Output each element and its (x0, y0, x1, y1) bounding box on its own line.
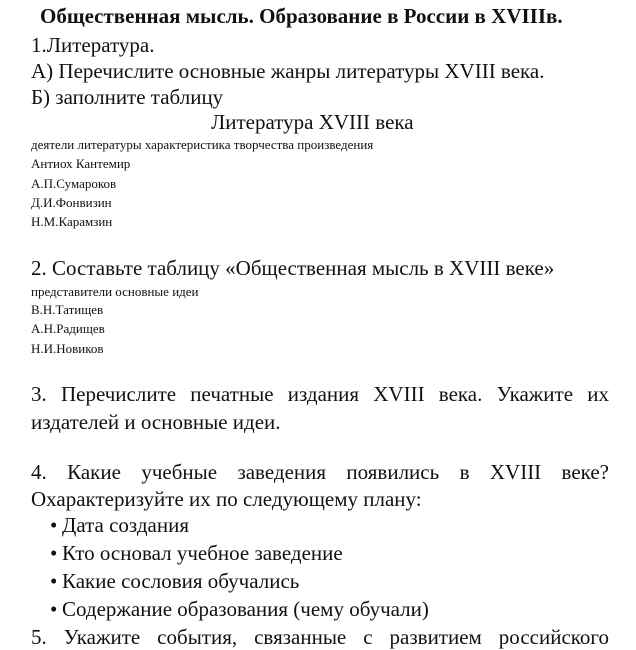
table-row: Н.И.Новиков (31, 341, 104, 356)
table-header: представители основные идеи (31, 284, 199, 299)
bullet-icon: • (50, 597, 58, 621)
list-item (50, 513, 189, 538)
table-row: Антиох Кантемир (31, 156, 131, 171)
table-header: деятели литературы характеристика творчества произведения (31, 137, 374, 152)
list-item (50, 541, 343, 566)
table-row: А.Н.Радищев (31, 321, 105, 336)
list-item-text: Какие сословия обучались (62, 569, 300, 593)
bullet-icon: • (50, 569, 58, 593)
section4-line1: 4. Какие учебные заведения появились в XVIII веке? (31, 460, 609, 484)
list-item-text: Кто основал учебное заведение (62, 541, 343, 565)
task-a: А) Перечислите основные жанры литературы XVIII века. (31, 59, 545, 83)
section3-line1: 3. Перечислите печатные издания XVIII века. Укажите их (31, 382, 609, 406)
list-item-text: Дата создания (62, 513, 189, 537)
section4-line2: Охарактеризуйте их по следующему плану: (31, 487, 422, 511)
section1-heading: 1.Литература. (31, 33, 155, 57)
bullet-icon: • (50, 541, 58, 565)
list-item (50, 569, 299, 594)
bullet-icon: • (50, 513, 58, 537)
list-item (50, 597, 429, 622)
table-caption: Литература XVIII века (211, 110, 414, 134)
section5-line1: 5. Укажите события, связанные с развитием российского (31, 625, 609, 649)
table-row: А.П.Сумароков (31, 176, 117, 191)
task-b: Б) заполните таблицу (31, 85, 224, 109)
list-item-text: Содержание образования (чему обучали) (62, 597, 429, 621)
section3-line2: издателей и основные идеи. (31, 410, 281, 434)
table-row: В.Н.Татищев (31, 302, 104, 317)
page-title: Общественная мысль. Образование в России в XVIIIв. (40, 4, 563, 28)
table-row: Н.М.Карамзин (31, 214, 113, 229)
table-row: Д.И.Фонвизин (31, 195, 112, 210)
section2-heading: 2. Составьте таблицу «Общественная мысль в XVIII веке» (31, 256, 555, 280)
